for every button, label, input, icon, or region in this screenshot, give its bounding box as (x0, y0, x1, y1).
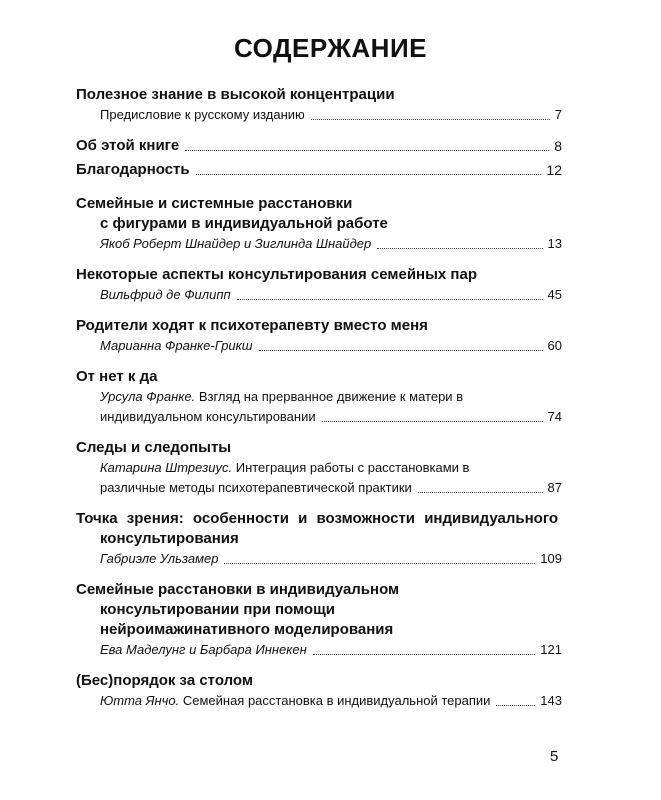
page-number: 5 (550, 748, 559, 765)
dot-leader (418, 492, 543, 493)
page-ref: 74 (547, 409, 562, 424)
section-title: Полезное знание в высокой концентрации (76, 86, 395, 103)
dot-leader (313, 654, 535, 655)
toc-entry[interactable] (76, 458, 562, 498)
author-name: Якоб Роберт Шнайдер и Зиглинда Шнайдер (100, 236, 372, 251)
section-title-line: с фигурами в индивидуальной работе (100, 215, 388, 232)
toc-entry[interactable] (76, 285, 562, 305)
section-title-line: Семейные расстановки в индивидуальном (76, 581, 400, 598)
toc-section (76, 367, 562, 427)
section-title: Некоторые аспекты консультирования семейных пар (76, 266, 477, 283)
section-title: Родители ходят к психотерапевту вместо меня (76, 317, 428, 334)
entry-last-line (100, 407, 562, 427)
dot-leader (496, 705, 535, 706)
page-ref: 60 (547, 338, 562, 353)
toc-entry[interactable] (76, 234, 562, 254)
page-ref: 45 (547, 287, 562, 302)
toc-section (76, 580, 562, 660)
toc-entry[interactable] (76, 336, 562, 356)
toc-section (76, 265, 562, 305)
author-name: Марианна Франке-Грикш (100, 338, 253, 353)
section-title: От нет к да (76, 368, 158, 385)
entry-line (100, 691, 490, 711)
dot-leader (377, 248, 542, 249)
author-name: Вильфрид де Филипп (100, 287, 231, 302)
entry-line (100, 458, 562, 478)
toc-entry[interactable] (76, 136, 562, 156)
dot-leader (311, 119, 550, 120)
page-ref: 121 (540, 642, 562, 657)
author-name: Ева Маделунг и Барбара Иннекен (100, 642, 307, 657)
dot-leader (224, 563, 535, 564)
section-title-line: Точка зрения: особенности и возможности индивидуального (76, 510, 559, 527)
toc-entry[interactable] (76, 640, 562, 660)
page-ref: 109 (540, 551, 562, 566)
author-name: Урсула Франке. (100, 389, 196, 404)
section-title: Благодарность (76, 161, 190, 178)
toc-entry[interactable] (76, 549, 562, 569)
section-title (76, 580, 562, 640)
entry-text: Интеграция работы с расстановками в (232, 460, 470, 475)
page-ref: 87 (547, 480, 562, 495)
toc-entry[interactable] (76, 691, 562, 711)
entry-last-line (100, 478, 562, 498)
section-title: Об этой книге (76, 137, 180, 154)
toc-section (76, 160, 562, 180)
entry-text: различные методы психотерапевтической практики (100, 480, 412, 495)
author-name: Ютта Янчо. (100, 693, 180, 708)
toc-section (76, 438, 562, 498)
toc-section (76, 316, 562, 356)
page-ref: 13 (547, 236, 562, 251)
page-ref: 7 (554, 107, 562, 122)
dot-leader (259, 350, 543, 351)
dot-leader (185, 150, 549, 151)
entry-text: Взгляд на прерванное движение к матери в (195, 389, 464, 404)
entry-text: Семейная расстановка в индивидуальной терапии (179, 693, 491, 708)
section-title-line: консультировании при помощи (100, 601, 335, 618)
toc-section (76, 136, 562, 156)
dot-leader (237, 299, 543, 300)
section-title-line: нейроимажинативного моделирования (100, 621, 394, 638)
section-title: Следы и следопыты (76, 439, 232, 456)
section-title: (Бес)порядок за столом (76, 672, 253, 689)
toc-entry[interactable] (76, 105, 562, 125)
section-title (76, 509, 562, 549)
section-title-line: Семейные и системные расстановки (76, 195, 353, 212)
author-name: Катарина Штрезиус. (100, 460, 233, 475)
page-ref: 8 (554, 138, 562, 154)
toc-section (76, 194, 562, 254)
entry-text: индивидуальном консультировании (100, 409, 316, 424)
dot-leader (322, 421, 543, 422)
section-title-line: консультирования (100, 530, 239, 547)
entry-text: Предисловие к русскому изданию (100, 107, 305, 122)
toc-section (76, 85, 562, 125)
section-title (76, 194, 562, 234)
entry-line (100, 387, 562, 407)
toc-section (76, 509, 562, 569)
page-ref: 12 (546, 162, 562, 178)
table-of-contents (76, 85, 562, 722)
toc-section (76, 671, 562, 711)
dot-leader (196, 174, 542, 175)
toc-entry[interactable] (76, 160, 562, 180)
page-ref: 143 (540, 693, 562, 708)
page-title: СОДЕРЖАНИЕ (234, 33, 427, 63)
toc-entry[interactable] (76, 387, 562, 427)
author-name: Габриэле Ульзамер (100, 551, 219, 566)
